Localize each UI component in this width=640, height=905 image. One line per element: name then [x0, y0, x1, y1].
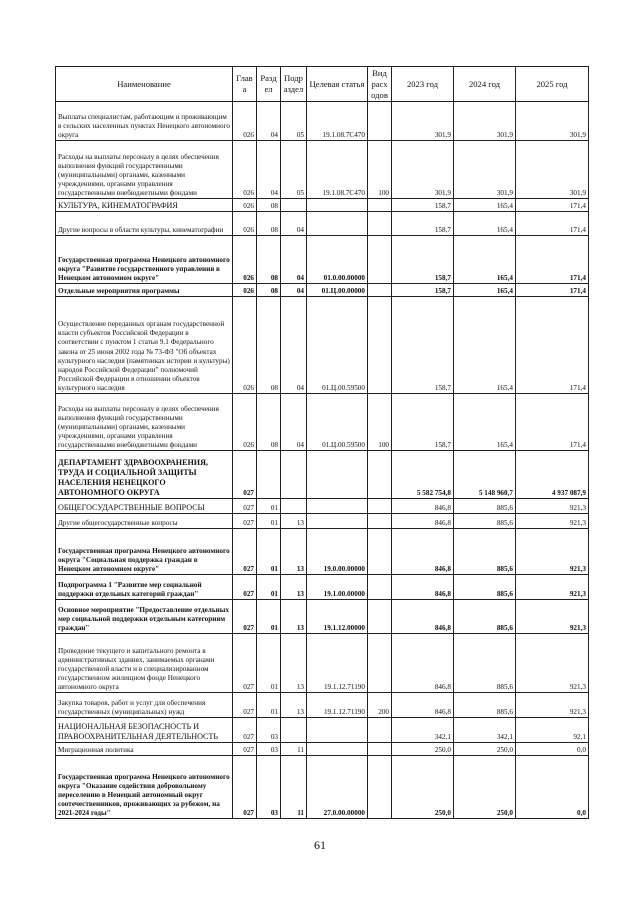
cell-name: Проведение текущего и капитального ремонта в административных зданиях, занимаемых органами государственной власти и в специализированном государственном жилищном фонде Ненецкого автономного округа [56, 634, 233, 693]
cell-name: Выплаты специалистам, работающим и проживающим в сельских населенных пунктах Ненецкого автономного округа [56, 102, 233, 141]
cell-podrazdel: 04 [281, 236, 307, 284]
cell-2024: 250,0 [454, 756, 516, 819]
cell-2024: 165,4 [454, 212, 516, 236]
cell-podrazdel [281, 451, 307, 499]
cell-razdel [257, 451, 281, 499]
cell-podrazdel: 04 [281, 284, 307, 297]
cell-2025: 921,3 [516, 575, 589, 600]
cell-razdel: 01 [257, 634, 281, 693]
cell-glava: 027 [233, 499, 257, 514]
cell-vid [368, 634, 392, 693]
cell-target: 19.1.08.7С470 [307, 141, 368, 199]
cell-target [307, 212, 368, 236]
cell-2023: 5 582 754,8 [392, 451, 454, 499]
cell-target: 01.0.00.00000 [307, 236, 368, 284]
cell-vid [368, 284, 392, 297]
page-number: 61 [314, 838, 326, 852]
cell-razdel: 01 [257, 693, 281, 718]
table-row [56, 600, 589, 634]
cell-2024: 250,0 [454, 743, 516, 756]
cell-2025: 171,4 [516, 284, 589, 297]
cell-glava: 026 [233, 102, 257, 141]
cell-2025: 171,4 [516, 297, 589, 394]
cell-name: Расходы на выплаты персоналу в целях обеспечения выполнения функций государственными (муниципальными) органами, казенными учреждениями, органами управления государственными внебюджетными фондами [56, 141, 233, 199]
header-razdel: Разд ел [257, 67, 281, 102]
cell-name: Другие общегосударственные вопросы [56, 514, 233, 529]
cell-target: 27.0.00.00000 [307, 756, 368, 819]
cell-2024: 885,6 [454, 499, 516, 514]
cell-name: Осуществление переданных органам государственной власти субъектов Российской Федерации в соответствии с пунктом 1 статьи 9.1 Федерального закона от 25 июня 2002 года № 73-ФЗ "Об объектах культурного наследия (памятниках истории и культуры) народов Российской Федерации" полномочий Российской Федерации в отношении объектов культурного наследия [56, 297, 233, 394]
cell-2024: 165,4 [454, 199, 516, 212]
table-row [56, 514, 589, 529]
cell-podrazdel: 04 [281, 212, 307, 236]
cell-2023: 158,7 [392, 212, 454, 236]
cell-target: 01.Ц.00.00000 [307, 284, 368, 297]
cell-podrazdel: 11 [281, 756, 307, 819]
header-2025: 2025 год [516, 67, 589, 102]
cell-2025: 921,3 [516, 693, 589, 718]
cell-2025: 171,4 [516, 199, 589, 212]
cell-razdel: 01 [257, 514, 281, 529]
cell-target [307, 743, 368, 756]
cell-podrazdel: 05 [281, 102, 307, 141]
table-row [56, 236, 589, 284]
cell-name: Государственная программа Ненецкого автономного округа "Оказание содействия добровольному переселению в Ненецкий автономный округ соотечественников, проживающих за рубежом, на 2021-2024 годы" [56, 756, 233, 819]
cell-2025: 171,4 [516, 394, 589, 451]
cell-name: Основное мероприятие "Предоставление отдельных мер социальной поддержки отдельным категориям граждан" [56, 600, 233, 634]
table-body [56, 102, 589, 819]
cell-vid [368, 236, 392, 284]
cell-razdel: 08 [257, 394, 281, 451]
cell-2023: 846,8 [392, 499, 454, 514]
cell-razdel: 04 [257, 102, 281, 141]
cell-2025: 171,4 [516, 236, 589, 284]
cell-vid [368, 575, 392, 600]
table-row [56, 693, 589, 718]
cell-target [307, 499, 368, 514]
table-row [56, 212, 589, 236]
cell-razdel: 08 [257, 284, 281, 297]
cell-2024: 301,9 [454, 141, 516, 199]
cell-razdel: 04 [257, 141, 281, 199]
table-row [56, 499, 589, 514]
cell-glava: 027 [233, 529, 257, 575]
cell-target: 19.1.00.00000 [307, 575, 368, 600]
table-row [56, 743, 589, 756]
cell-podrazdel: 04 [281, 394, 307, 451]
cell-2023: 158,7 [392, 236, 454, 284]
cell-glava: 027 [233, 575, 257, 600]
table-row [56, 718, 589, 743]
cell-vid: 200 [368, 693, 392, 718]
cell-2023: 158,7 [392, 394, 454, 451]
cell-2024: 342,1 [454, 718, 516, 743]
cell-2024: 885,6 [454, 529, 516, 575]
cell-podrazdel: 13 [281, 693, 307, 718]
cell-podrazdel: 11 [281, 743, 307, 756]
cell-glava: 026 [233, 284, 257, 297]
table-row [56, 141, 589, 199]
cell-glava: 026 [233, 236, 257, 284]
cell-target: 01.Ц.00.59500 [307, 394, 368, 451]
cell-glava: 027 [233, 514, 257, 529]
cell-target: 19.1.12.00000 [307, 600, 368, 634]
cell-2024: 5 148 960,7 [454, 451, 516, 499]
cell-podrazdel [281, 718, 307, 743]
cell-2024: 885,6 [454, 514, 516, 529]
cell-name: ДЕПАРТАМЕНТ ЗДРАВООХРАНЕНИЯ, ТРУДА И СОЦИАЛЬНОЙ ЗАЩИТЫ НАСЕЛЕНИЯ НЕНЕЦКОГО АВТОНОМНОГО ОКРУГА [56, 451, 233, 499]
cell-2023: 846,8 [392, 634, 454, 693]
cell-2025: 921,3 [516, 514, 589, 529]
cell-vid [368, 743, 392, 756]
cell-glava: 026 [233, 297, 257, 394]
cell-podrazdel [281, 199, 307, 212]
table-row [56, 394, 589, 451]
cell-name: Расходы на выплаты персоналу в целях обеспечения выполнения функций государственными (муниципальными) органами, казенными учреждениями, органами управления государственными внебюджетными фондами [56, 394, 233, 451]
cell-razdel: 03 [257, 756, 281, 819]
cell-glava: 027 [233, 634, 257, 693]
cell-podrazdel: 13 [281, 514, 307, 529]
table-row [56, 451, 589, 499]
cell-2023: 301,9 [392, 102, 454, 141]
cell-name: Подпрограмма 1 "Развитие мер социальной поддержки отдельных категорий граждан" [56, 575, 233, 600]
cell-glava: 027 [233, 600, 257, 634]
cell-name: Отдельные мероприятия программы [56, 284, 233, 297]
table-row [56, 102, 589, 141]
cell-vid [368, 499, 392, 514]
cell-2025: 171,4 [516, 212, 589, 236]
cell-2024: 885,6 [454, 600, 516, 634]
cell-2023: 158,7 [392, 284, 454, 297]
cell-target: 19.1.12.71190 [307, 693, 368, 718]
table-row [56, 199, 589, 212]
cell-vid [368, 102, 392, 141]
cell-2025: 301,9 [516, 141, 589, 199]
cell-2024: 165,4 [454, 236, 516, 284]
budget-table-sheet [55, 66, 588, 819]
cell-name: Закупка товаров, работ и услуг для обеспечения государственных (муниципальных) нужд [56, 693, 233, 718]
cell-razdel: 03 [257, 743, 281, 756]
cell-vid: 100 [368, 394, 392, 451]
cell-glava: 027 [233, 756, 257, 819]
cell-podrazdel [281, 499, 307, 514]
cell-razdel: 01 [257, 600, 281, 634]
cell-2023: 158,7 [392, 199, 454, 212]
header-row [56, 67, 589, 102]
header-name: Наименование [56, 67, 233, 102]
cell-glava: 026 [233, 199, 257, 212]
cell-2025: 921,3 [516, 600, 589, 634]
cell-razdel: 01 [257, 529, 281, 575]
cell-vid [368, 600, 392, 634]
cell-vid [368, 297, 392, 394]
cell-2023: 846,8 [392, 514, 454, 529]
table-row [56, 529, 589, 575]
cell-2023: 342,1 [392, 718, 454, 743]
cell-glava: 026 [233, 212, 257, 236]
cell-glava: 026 [233, 141, 257, 199]
cell-podrazdel: 13 [281, 634, 307, 693]
cell-glava: 027 [233, 743, 257, 756]
cell-vid [368, 514, 392, 529]
cell-razdel: 01 [257, 499, 281, 514]
cell-2024: 165,4 [454, 394, 516, 451]
cell-target: 01.Ц.00.59500 [307, 297, 368, 394]
table-row [56, 284, 589, 297]
cell-glava: 026 [233, 394, 257, 451]
cell-glava: 027 [233, 718, 257, 743]
cell-2023: 250,0 [392, 743, 454, 756]
cell-2024: 165,4 [454, 284, 516, 297]
table-row [56, 634, 589, 693]
cell-target [307, 199, 368, 212]
cell-vid: 100 [368, 141, 392, 199]
cell-podrazdel: 13 [281, 600, 307, 634]
cell-target: 19.1.08.7С470 [307, 102, 368, 141]
cell-target [307, 514, 368, 529]
header-glava: Глав а [233, 67, 257, 102]
cell-2023: 158,7 [392, 297, 454, 394]
cell-2023: 250,0 [392, 756, 454, 819]
cell-glava: 027 [233, 693, 257, 718]
cell-2023: 301,9 [392, 141, 454, 199]
cell-name: ОБЩЕГОСУДАРСТВЕННЫЕ ВОПРОСЫ [56, 499, 233, 514]
cell-name: Государственная программа Ненецкого автономного округа "Развитие государственного управления в Ненецком автономном округе" [56, 236, 233, 284]
cell-razdel: 08 [257, 199, 281, 212]
header-podrazdel: Подр аздел [281, 67, 307, 102]
cell-target: 19.0.00.00000 [307, 529, 368, 575]
header-target: Целевая статья [307, 67, 368, 102]
cell-razdel: 01 [257, 575, 281, 600]
cell-2024: 165,4 [454, 297, 516, 394]
cell-name: Другие вопросы в области культуры, кинематографии [56, 212, 233, 236]
cell-podrazdel: 13 [281, 529, 307, 575]
cell-vid [368, 529, 392, 575]
cell-vid [368, 718, 392, 743]
cell-2023: 846,8 [392, 575, 454, 600]
cell-target: 19.1.12.71190 [307, 634, 368, 693]
cell-2025: 0,0 [516, 756, 589, 819]
cell-2023: 846,8 [392, 693, 454, 718]
table-row [56, 756, 589, 819]
cell-2025: 301,9 [516, 102, 589, 141]
budget-table [55, 66, 589, 819]
cell-razdel: 08 [257, 297, 281, 394]
cell-podrazdel: 13 [281, 575, 307, 600]
header-2024: 2024 год [454, 67, 516, 102]
cell-2023: 846,8 [392, 529, 454, 575]
cell-2025: 921,3 [516, 529, 589, 575]
cell-target [307, 451, 368, 499]
cell-2025: 921,3 [516, 499, 589, 514]
cell-razdel: 03 [257, 718, 281, 743]
cell-target [307, 718, 368, 743]
cell-vid [368, 199, 392, 212]
cell-vid [368, 212, 392, 236]
cell-2025: 92,1 [516, 718, 589, 743]
cell-2025: 921,3 [516, 634, 589, 693]
cell-name: Миграционная политика [56, 743, 233, 756]
cell-2024: 885,6 [454, 575, 516, 600]
table-row [56, 575, 589, 600]
cell-2025: 4 937 087,9 [516, 451, 589, 499]
cell-2023: 846,8 [392, 600, 454, 634]
cell-vid [368, 756, 392, 819]
cell-name: НАЦИОНАЛЬНАЯ БЕЗОПАСНОСТЬ И ПРАВООХРАНИТЕЛЬНАЯ ДЕЯТЕЛЬНОСТЬ [56, 718, 233, 743]
cell-2024: 301,9 [454, 102, 516, 141]
cell-podrazdel: 05 [281, 141, 307, 199]
cell-2024: 885,6 [454, 634, 516, 693]
cell-name: Государственная программа Ненецкого автономного округа "Социальная поддержка граждан в Ненецком автономном округе" [56, 529, 233, 575]
cell-name: КУЛЬТУРА, КИНЕМАТОГРАФИЯ [56, 199, 233, 212]
cell-glava: 027 [233, 451, 257, 499]
cell-razdel: 08 [257, 236, 281, 284]
cell-2024: 885,6 [454, 693, 516, 718]
cell-2025: 0,0 [516, 743, 589, 756]
cell-podrazdel: 04 [281, 297, 307, 394]
header-2023: 2023 год [392, 67, 454, 102]
cell-vid [368, 451, 392, 499]
cell-razdel: 08 [257, 212, 281, 236]
table-row [56, 297, 589, 394]
header-vid: Вид расх одов [368, 67, 392, 102]
